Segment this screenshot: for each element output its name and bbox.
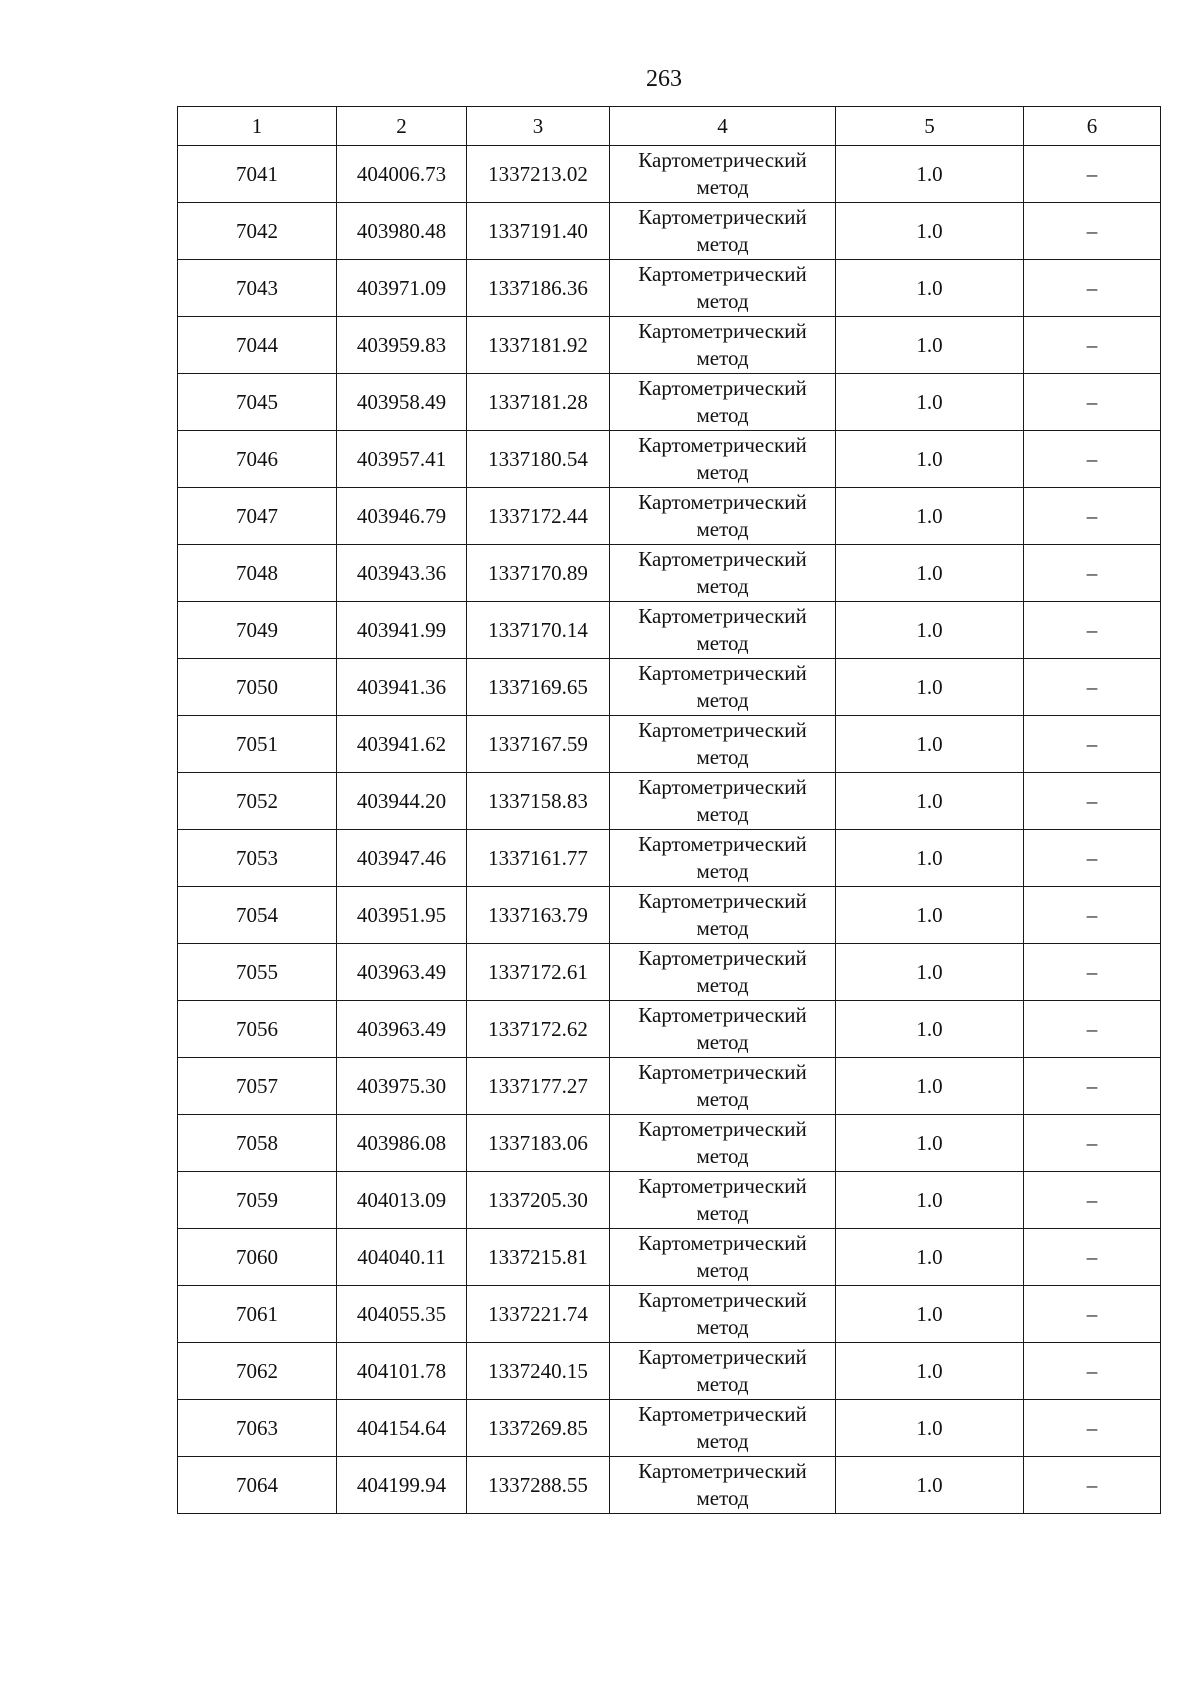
table-row [178,659,1161,716]
method-cell [610,1229,836,1286]
method-line-2: метод [696,346,749,370]
point-number-cell: 7049 [178,602,337,659]
table-header-row [178,107,1161,146]
table-row [178,830,1161,887]
method-line-1: Картометрический [638,661,807,685]
method-line-2: метод [696,973,749,997]
coordinate-x-cell: 403947.46 [337,830,467,887]
note-cell: – [1024,1229,1161,1286]
note-cell: – [1024,1286,1161,1343]
note-cell: – [1024,1115,1161,1172]
method-line-2: метод [696,1315,749,1339]
note-cell: – [1024,602,1161,659]
table-row [178,260,1161,317]
coordinate-x-cell: 403971.09 [337,260,467,317]
table-row [178,1457,1161,1514]
note-cell: – [1024,1343,1161,1400]
accuracy-cell: 1.0 [836,659,1024,716]
point-number-cell: 7051 [178,716,337,773]
method-line-1: Картометрический [638,1345,807,1369]
method-line-1: Картометрический [638,832,807,856]
table-row [178,887,1161,944]
accuracy-cell: 1.0 [836,830,1024,887]
coordinates-table [177,106,1161,1514]
coordinate-y-cell: 1337161.77 [467,830,610,887]
method-cell [610,944,836,1001]
point-number-cell: 7041 [178,146,337,203]
note-cell: – [1024,317,1161,374]
coordinate-y-cell: 1337288.55 [467,1457,610,1514]
method-cell [610,773,836,830]
coordinate-x-cell: 403946.79 [337,488,467,545]
method-cell [610,1286,836,1343]
coordinate-y-cell: 1337221.74 [467,1286,610,1343]
accuracy-cell: 1.0 [836,716,1024,773]
column-header: 5 [836,107,1024,146]
method-cell [610,146,836,203]
note-cell: – [1024,1400,1161,1457]
coordinate-x-cell: 403959.83 [337,317,467,374]
table-row [178,1115,1161,1172]
accuracy-cell: 1.0 [836,146,1024,203]
point-number-cell: 7064 [178,1457,337,1514]
table-row [178,1172,1161,1229]
coordinate-y-cell: 1337269.85 [467,1400,610,1457]
coordinate-y-cell: 1337191.40 [467,203,610,260]
method-line-1: Картометрический [638,433,807,457]
table-row [178,488,1161,545]
method-cell [610,1172,836,1229]
coordinate-x-cell: 403963.49 [337,944,467,1001]
accuracy-cell: 1.0 [836,602,1024,659]
table-row [178,374,1161,431]
page-number: 263 [646,66,682,92]
note-cell: – [1024,830,1161,887]
table-row [178,317,1161,374]
method-line-2: метод [696,1030,749,1054]
accuracy-cell: 1.0 [836,1115,1024,1172]
method-line-1: Картометрический [638,262,807,286]
coordinate-y-cell: 1337169.65 [467,659,610,716]
point-number-cell: 7045 [178,374,337,431]
method-cell [610,317,836,374]
table-row [178,1400,1161,1457]
method-cell [610,1001,836,1058]
column-header: 4 [610,107,836,146]
method-line-2: метод [696,232,749,256]
coordinate-y-cell: 1337181.92 [467,317,610,374]
note-cell: – [1024,146,1161,203]
table-row [178,716,1161,773]
method-line-1: Картометрический [638,1003,807,1027]
coordinate-x-cell: 403975.30 [337,1058,467,1115]
method-line-1: Картометрический [638,1402,807,1426]
coordinate-x-cell: 403963.49 [337,1001,467,1058]
point-number-cell: 7056 [178,1001,337,1058]
point-number-cell: 7048 [178,545,337,602]
note-cell: – [1024,545,1161,602]
method-line-2: метод [696,175,749,199]
accuracy-cell: 1.0 [836,1286,1024,1343]
accuracy-cell: 1.0 [836,1457,1024,1514]
method-cell [610,602,836,659]
point-number-cell: 7044 [178,317,337,374]
method-cell [610,1343,836,1400]
table-row [178,1001,1161,1058]
note-cell: – [1024,1457,1161,1514]
point-number-cell: 7062 [178,1343,337,1400]
method-line-1: Картометрический [638,1459,807,1483]
coordinate-y-cell: 1337163.79 [467,887,610,944]
point-number-cell: 7046 [178,431,337,488]
coordinate-y-cell: 1337172.44 [467,488,610,545]
table-row [178,773,1161,830]
coordinate-x-cell: 403980.48 [337,203,467,260]
method-line-2: метод [696,1429,749,1453]
table-row [178,602,1161,659]
method-line-1: Картометрический [638,1288,807,1312]
point-number-cell: 7063 [178,1400,337,1457]
accuracy-cell: 1.0 [836,1001,1024,1058]
method-line-1: Картометрический [638,889,807,913]
coordinate-y-cell: 1337158.83 [467,773,610,830]
method-cell [610,1058,836,1115]
coordinate-x-cell: 403986.08 [337,1115,467,1172]
method-line-1: Картометрический [638,319,807,343]
coordinate-x-cell: 403943.36 [337,545,467,602]
table-row [178,146,1161,203]
coordinate-x-cell: 403941.99 [337,602,467,659]
accuracy-cell: 1.0 [836,1172,1024,1229]
note-cell: – [1024,488,1161,545]
coordinate-x-cell: 404199.94 [337,1457,467,1514]
method-line-2: метод [696,631,749,655]
method-line-1: Картометрический [638,1117,807,1141]
method-cell [610,1400,836,1457]
table-body [178,146,1161,1514]
note-cell: – [1024,203,1161,260]
note-cell: – [1024,260,1161,317]
method-line-1: Картометрический [638,775,807,799]
accuracy-cell: 1.0 [836,1058,1024,1115]
accuracy-cell: 1.0 [836,944,1024,1001]
coordinate-x-cell: 403951.95 [337,887,467,944]
method-cell [610,374,836,431]
method-line-1: Картометрический [638,376,807,400]
coordinate-x-cell: 403944.20 [337,773,467,830]
column-header: 2 [337,107,467,146]
coordinate-y-cell: 1337170.89 [467,545,610,602]
method-line-2: метод [696,517,749,541]
method-line-2: метод [696,1144,749,1168]
accuracy-cell: 1.0 [836,887,1024,944]
coordinate-y-cell: 1337172.61 [467,944,610,1001]
coordinate-y-cell: 1337240.15 [467,1343,610,1400]
point-number-cell: 7060 [178,1229,337,1286]
method-line-2: метод [696,916,749,940]
method-line-2: метод [696,574,749,598]
coordinate-x-cell: 404101.78 [337,1343,467,1400]
note-cell: – [1024,659,1161,716]
coordinate-y-cell: 1337167.59 [467,716,610,773]
point-number-cell: 7057 [178,1058,337,1115]
coordinate-y-cell: 1337172.62 [467,1001,610,1058]
note-cell: – [1024,1172,1161,1229]
coordinate-x-cell: 404006.73 [337,146,467,203]
point-number-cell: 7047 [178,488,337,545]
method-line-1: Картометрический [638,205,807,229]
coordinate-y-cell: 1337213.02 [467,146,610,203]
column-header: 6 [1024,107,1161,146]
note-cell: – [1024,1001,1161,1058]
coordinate-x-cell: 403941.36 [337,659,467,716]
point-number-cell: 7052 [178,773,337,830]
table-row [178,944,1161,1001]
note-cell: – [1024,431,1161,488]
method-line-1: Картометрический [638,547,807,571]
method-line-1: Картометрический [638,946,807,970]
table-row [178,1343,1161,1400]
method-line-2: метод [696,859,749,883]
method-cell [610,260,836,317]
method-cell [610,887,836,944]
point-number-cell: 7054 [178,887,337,944]
coordinate-y-cell: 1337186.36 [467,260,610,317]
coordinate-x-cell: 403958.49 [337,374,467,431]
note-cell: – [1024,944,1161,1001]
method-line-1: Картометрический [638,718,807,742]
method-line-2: метод [696,1258,749,1282]
method-cell [610,659,836,716]
table-row [178,203,1161,260]
table-row [178,545,1161,602]
accuracy-cell: 1.0 [836,203,1024,260]
accuracy-cell: 1.0 [836,773,1024,830]
column-header: 1 [178,107,337,146]
point-number-cell: 7042 [178,203,337,260]
point-number-cell: 7061 [178,1286,337,1343]
accuracy-cell: 1.0 [836,260,1024,317]
note-cell: – [1024,887,1161,944]
method-line-1: Картометрический [638,604,807,628]
accuracy-cell: 1.0 [836,374,1024,431]
method-line-1: Картометрический [638,1060,807,1084]
method-cell [610,1457,836,1514]
coordinate-x-cell: 404154.64 [337,1400,467,1457]
accuracy-cell: 1.0 [836,1343,1024,1400]
method-cell [610,431,836,488]
coordinate-x-cell: 404013.09 [337,1172,467,1229]
method-line-2: метод [696,688,749,712]
method-line-2: метод [696,1201,749,1225]
coordinate-y-cell: 1337205.30 [467,1172,610,1229]
table-row [178,1229,1161,1286]
method-line-2: метод [696,802,749,826]
note-cell: – [1024,1058,1161,1115]
method-cell [610,488,836,545]
method-cell [610,830,836,887]
note-cell: – [1024,374,1161,431]
note-cell: – [1024,716,1161,773]
note-cell: – [1024,773,1161,830]
point-number-cell: 7053 [178,830,337,887]
method-line-1: Картометрический [638,1174,807,1198]
method-cell [610,716,836,773]
coordinate-x-cell: 403941.62 [337,716,467,773]
accuracy-cell: 1.0 [836,545,1024,602]
method-line-2: метод [696,1486,749,1510]
table-row [178,1058,1161,1115]
point-number-cell: 7059 [178,1172,337,1229]
method-line-1: Картометрический [638,1231,807,1255]
point-number-cell: 7058 [178,1115,337,1172]
coordinate-y-cell: 1337215.81 [467,1229,610,1286]
table-row [178,1286,1161,1343]
coordinate-x-cell: 403957.41 [337,431,467,488]
coordinate-y-cell: 1337177.27 [467,1058,610,1115]
method-line-2: метод [696,745,749,769]
method-line-2: метод [696,1087,749,1111]
point-number-cell: 7050 [178,659,337,716]
method-cell [610,203,836,260]
method-line-1: Картометрический [638,148,807,172]
accuracy-cell: 1.0 [836,317,1024,374]
coordinate-y-cell: 1337180.54 [467,431,610,488]
method-line-2: метод [696,460,749,484]
accuracy-cell: 1.0 [836,488,1024,545]
method-cell [610,1115,836,1172]
accuracy-cell: 1.0 [836,1229,1024,1286]
point-number-cell: 7055 [178,944,337,1001]
coordinate-y-cell: 1337181.28 [467,374,610,431]
coordinate-y-cell: 1337170.14 [467,602,610,659]
accuracy-cell: 1.0 [836,431,1024,488]
table-row [178,431,1161,488]
column-header: 3 [467,107,610,146]
method-line-2: метод [696,1372,749,1396]
point-number-cell: 7043 [178,260,337,317]
method-line-2: метод [696,403,749,427]
method-line-2: метод [696,289,749,313]
coordinate-y-cell: 1337183.06 [467,1115,610,1172]
accuracy-cell: 1.0 [836,1400,1024,1457]
coordinate-x-cell: 404055.35 [337,1286,467,1343]
coordinate-x-cell: 404040.11 [337,1229,467,1286]
method-line-1: Картометрический [638,490,807,514]
method-cell [610,545,836,602]
